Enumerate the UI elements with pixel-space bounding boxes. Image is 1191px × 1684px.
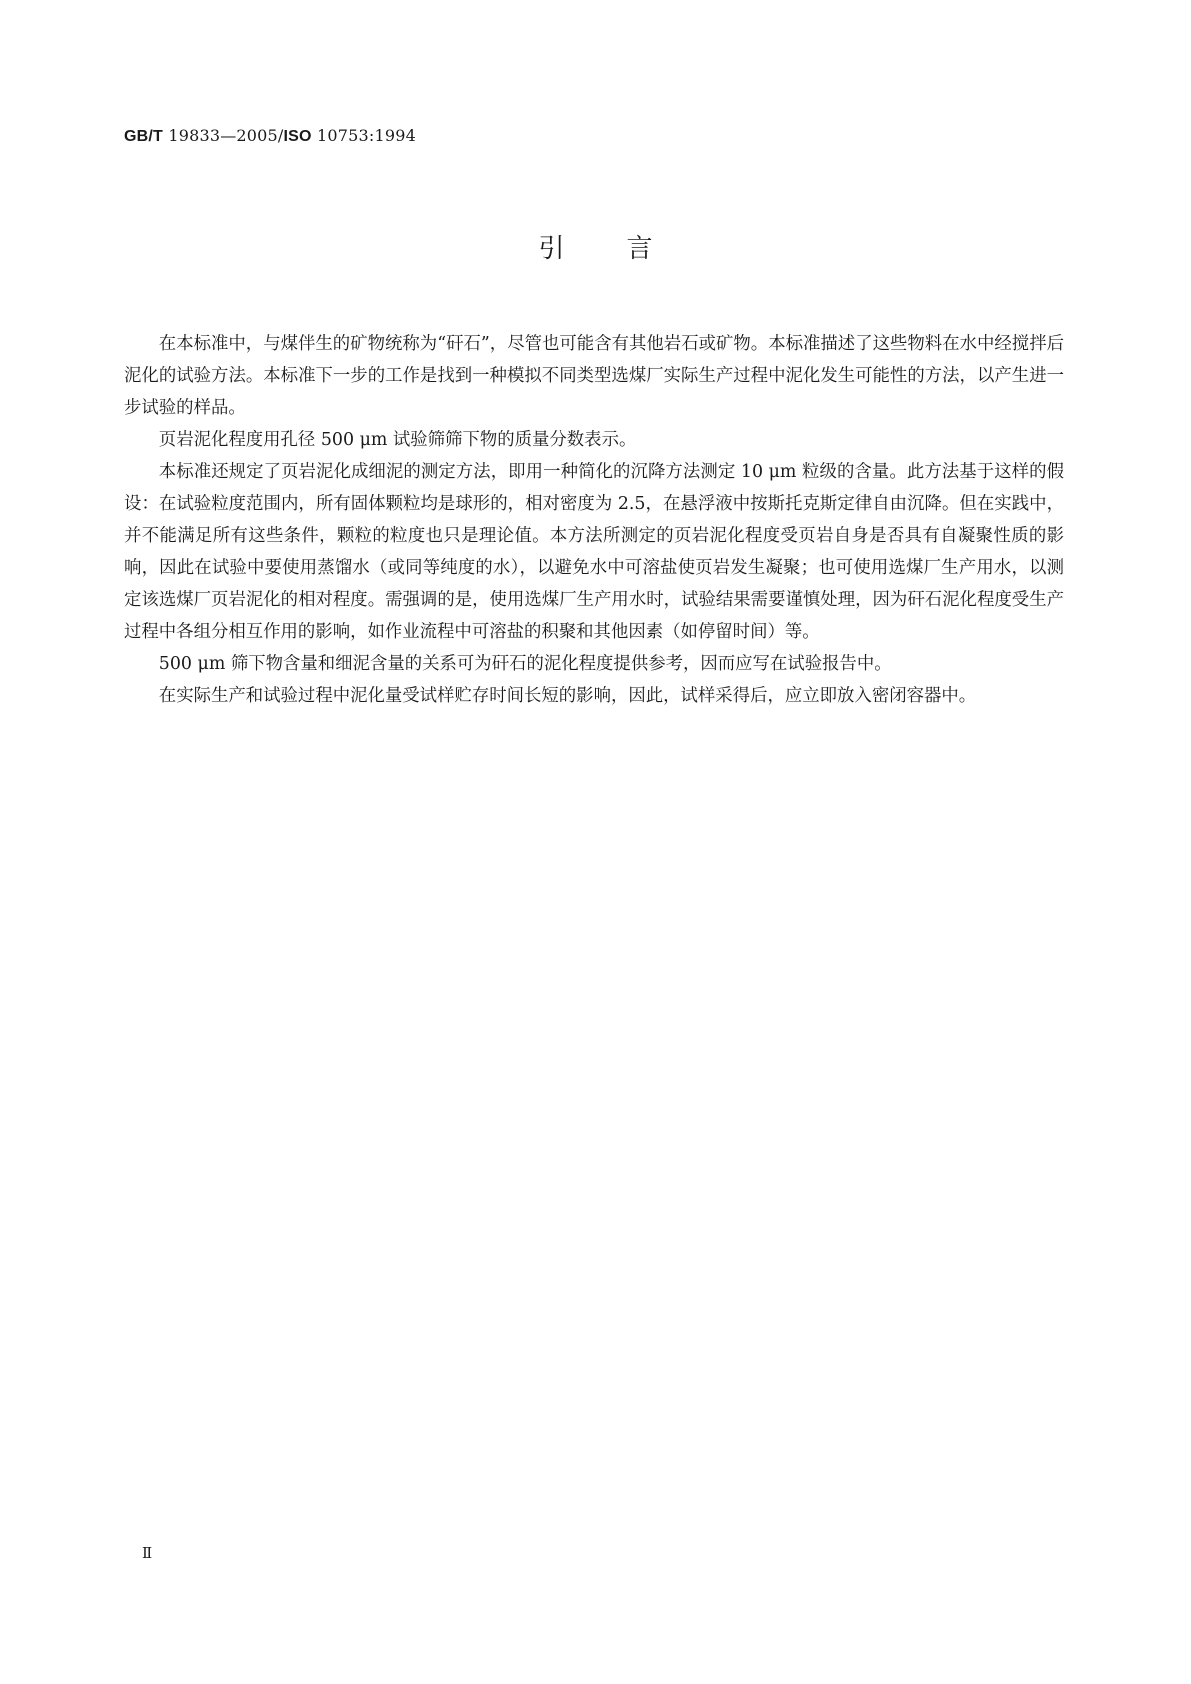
- standard-prefix: GB/T: [124, 128, 164, 145]
- page-title: 引言: [538, 234, 715, 264]
- page-number: Ⅱ: [142, 1544, 153, 1562]
- iso-prefix: ISO: [283, 128, 312, 145]
- iso-number: 10753:1994: [311, 126, 416, 145]
- standard-number: 19833—2005/: [163, 126, 284, 145]
- paragraph-2: 页岩泥化程度用孔径 500 μm 试验筛筛下物的质量分数表示。: [158, 430, 637, 450]
- paragraph-3: 本标准还规定了页岩泥化成细泥的测定方法，即用一种简化的沉降方法测定 10 μm 粒级的含量。此方法基于这样的假设：在试验粒度范围内，所有固体颗粒均是球形的，相对密度为 2.5，在悬浮液中按斯托克斯定律自由沉降。但在实践中，并不能满足所有这些条件，颗粒的粒度也只是理论值。本方法所测定的页岩泥化程度受页岩自身是否具有自凝聚性质的影响，因此在试验中要使用蒸馏水（或同等纯度的水），以避免水中可溶盐使页岩发生凝聚；也可使用选煤厂生产用水，以测定该选煤厂页岩泥化的相对程度。需强调的是，使用选煤厂生产用水时，试验结果需要谨慎处理，因为矸石泥化程度受生产过程中各组分相互作用的影响，如作业流程中可溶盐的积聚和其他因素（如停留时间）等。: [124, 462, 1064, 642]
- paragraph-5: 在实际生产和试验过程中泥化量受试样贮存时间长短的影响，因此，试样采得后，应立即放入密闭容器中。: [158, 686, 977, 706]
- standard-header: [124, 126, 416, 146]
- paragraph-1: 在本标准中，与煤伴生的矿物统称为“矸石”，尽管也可能含有其他岩石或矿物。本标准描述了这些物料在水中经搅拌后泥化的试验方法。本标准下一步的工作是找到一种模拟不同类型选煤厂实际生产过程中泥化发生可能性的方法，以产生进一步试验的样品。: [124, 334, 1064, 418]
- introduction-body: [124, 328, 1064, 712]
- paragraph-4: 500 μm 筛下物含量和细泥含量的关系可为矸石的泥化程度提供参考，因而应写在试验报告中。: [158, 654, 892, 674]
